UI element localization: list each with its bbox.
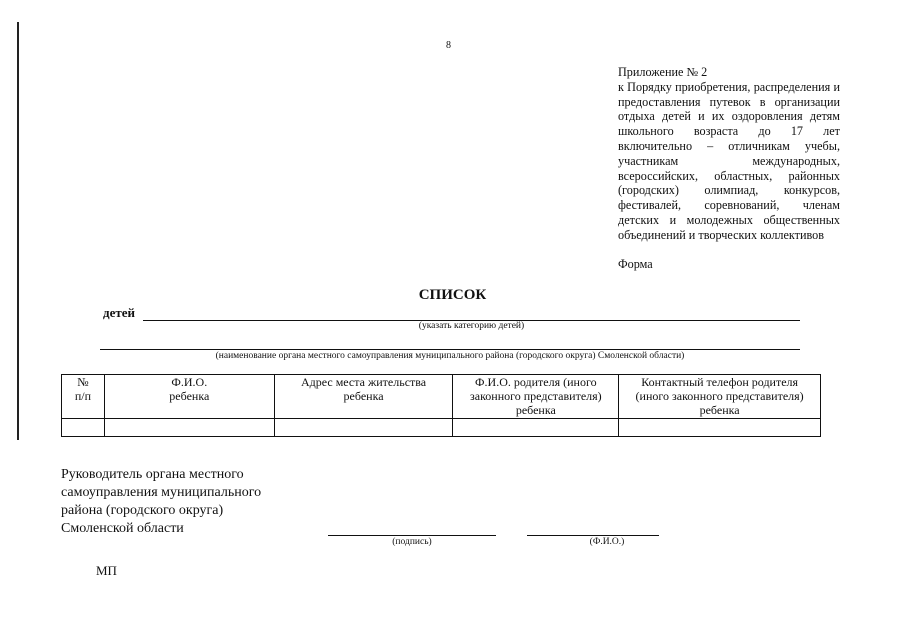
appendix-text: к Порядку приобретения, распределения и предоставления путевок в организации отдыха детей и их оздоровления детям школьного возраста до 17 лет включительно – отличникам учебы, участникам международных, всероссийских, областных, районных (городских) олимпиад, конкурсов, фестивалей, соревнований, членам детских и молодежных общественных объединений и творческих коллективов <box>618 79 840 242</box>
table-header-row <box>62 375 821 419</box>
children-label: детей <box>103 305 135 320</box>
page-number: 8 <box>446 40 451 51</box>
column-header-address: Адрес места жительства ребенка <box>274 375 453 419</box>
table-cell-parent-phone[interactable] <box>619 419 821 437</box>
table-cell-number[interactable] <box>62 419 105 437</box>
column-header-parent-name: Ф.И.О. родителя (иного законного представителя) ребенка <box>453 375 619 419</box>
scan-edge-line <box>17 22 19 440</box>
appendix-block <box>618 65 840 243</box>
authority-line[interactable] <box>100 349 800 350</box>
signature-line[interactable] <box>328 535 496 536</box>
form-label: Форма <box>618 257 653 271</box>
table-cell-parent-name[interactable] <box>453 419 619 437</box>
column-header-number: № п/п <box>62 375 105 419</box>
column-header-child-name: Ф.И.О. ребенка <box>104 375 274 419</box>
category-caption: (указать категорию детей) <box>418 321 525 331</box>
table-cell-address[interactable] <box>274 419 453 437</box>
document-heading: СПИСОК <box>418 287 487 303</box>
stamp-label: МП <box>96 563 117 578</box>
table-cell-child-name[interactable] <box>104 419 274 437</box>
name-line[interactable] <box>527 535 659 536</box>
head-signatory-label: Руководитель органа местного самоуправления муниципального района (городского округа) Смоленской области <box>61 467 262 536</box>
appendix-title: Приложение № 2 <box>618 65 708 79</box>
column-header-parent-phone: Контактный телефон родителя (иного законного представителя) ребенка <box>619 375 821 419</box>
authority-caption: (наименование органа местного самоуправления муниципального района (городского округа) Смоленской области) <box>215 351 685 361</box>
name-caption: (Ф.И.О.) <box>589 537 625 547</box>
children-table <box>61 374 821 437</box>
signature-caption: (подпись) <box>392 537 432 547</box>
table-row <box>62 419 821 437</box>
